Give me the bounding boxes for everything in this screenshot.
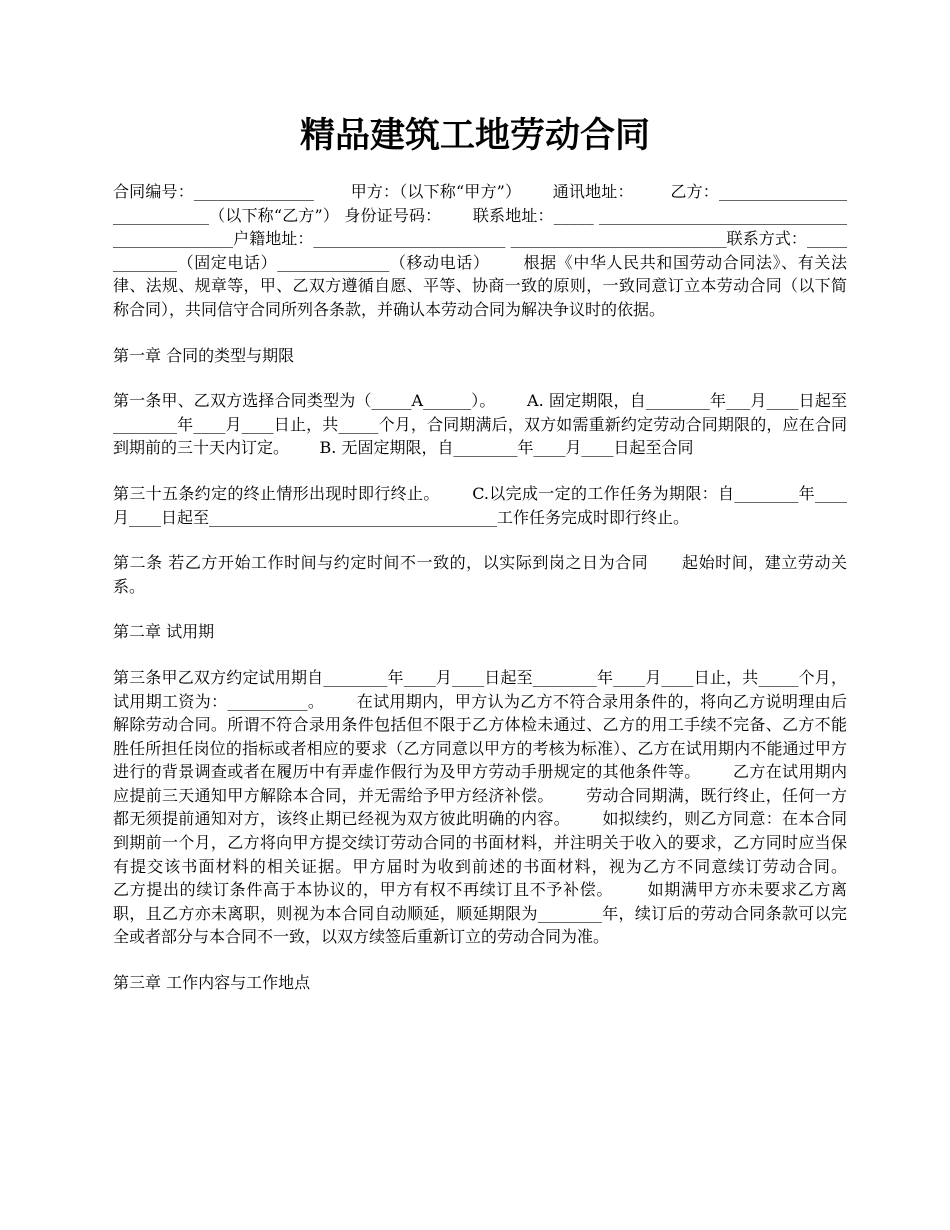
contract-preamble: 合同编号：_______________ 甲方：（以下称“甲方”） 通讯地址： 乙方：____________________________（以下称“乙方”） 身份证号码： 联系地址：_____ ______________________________________________户籍地址：________________________ ___________________________联系方式：_____________（固定电话）______________（移动电话） 根据《中华人民共和国劳动合同法》、有关法律、法规、规章等，甲、乙双方遵循自愿、平等、协商一致的原则，一致同意订立本劳动合同（以下简称合同），共同信守合同所列各条款，并确认本劳动合同为解决争议时的依据。 (113, 182, 847, 319)
article-1-continued: 第三十五条约定的终止情形出现时即行终止。 C.以完成一定的工作任务为期限：自________年____月____日起至____________________________________工作任务完成时即行终止。 (113, 483, 847, 527)
article-2: 第二条 若乙方开始工作时间与约定时间不一致的，以实际到岗之日为合同 起始时间，建立劳动关系。 (113, 553, 847, 596)
document-body (113, 180, 878, 1017)
document-title: 精品建筑工地劳动合同 (299, 115, 650, 156)
article-1: 第一条甲、乙双方选择合同类型为（_____A______）。 A. 固定期限，自________年___月____日起至________年____月____日止，共_____个月，合同期满后，双方如需重新约定劳动合同期限的，应在合同到期前的三十天内订定。 B. 无固定期限，自________年____月____日起至合同 (113, 391, 847, 458)
chapter-1-heading: 第一章 合同的类型与期限 (113, 345, 295, 365)
chapter-3-heading: 第三章 工作内容与工作地点 (113, 973, 311, 993)
article-3: 第三条甲乙双方约定试用期自________年____月____日起至________年____月____日止，共_____个月，试用期工资为：__________。 在试用期内，甲方认为乙方不符合录用条件的，将向乙方说明理由后解除劳动合同。所谓不符合录用条件包括但不限于乙方体检未通过、乙方的用工手续不完备、乙方不能胜任所担任岗位的指标或者相应的要求（乙方同意以甲方的考核为标准）、乙方在试用期内不能通过甲方进行的背景调查或者在履历中有弄虚作假行为及甲方劳动手册规定的其他条件等。 乙方在试用期内应提前三天通知甲方解除本合同，并无需给予甲方经济补偿。 劳动合同期满，既行终止，任何一方都无须提前通知对方，该终止期已经视为双方彼此明确的内容。 如拟续约，则乙方同意：在本合同到期前一个月，乙方将向甲方提交续订劳动合同的书面材料，并注明关于收入的要求，乙方同时应当保有提交该书面材料的相关证据。甲方届时为收到前述的书面材料，视为乙方不同意续订劳动合同。 乙方提出的续订条件高于本协议的，甲方有权不再续订且不予补偿。 如期满甲方亦未要求乙方离职，且乙方亦未离职，则视为本合同自动顺延，顺延期限为________年，续订后的劳动合同条款可以完全或者部分与本合同不一致，以双方续签后重新订立的劳动合同为准。 (113, 667, 878, 947)
chapter-2-heading: 第二章 试用期 (113, 622, 215, 642)
